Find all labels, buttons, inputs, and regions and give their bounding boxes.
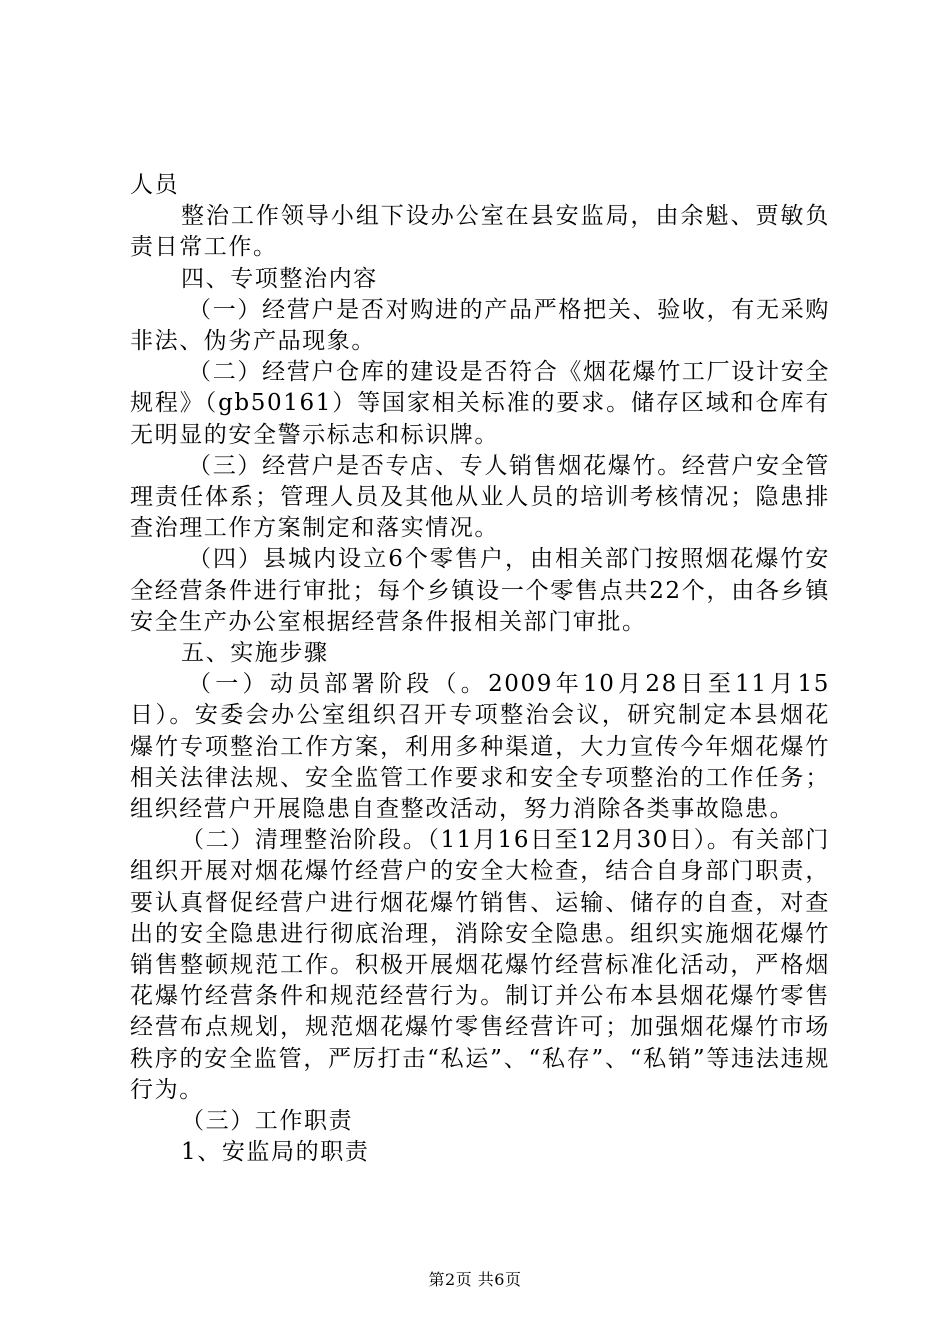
paragraph-step-1: （一）动员部署阶段（。2009年10月28日至11月15日）。安委会办公室组织召开专项整治会议，研究制定本县烟花爆竹专项整治工作方案，利用多种渠道，大力宣传今年烟花爆竹相关法律法规、安全监管工作要求和安全专项整治的工作任务；组织经营户开展隐患自查整改活动，努力消除各类事故隐患。: [130, 671, 830, 823]
section-heading-implementation-steps: 五、实施步骤: [181, 640, 329, 667]
paragraph-item-2: （二）经营户仓库的建设是否符合《烟花爆竹工厂设计安全规程》（gb50161）等国家相关标准的要求。储存区域和仓库有无明显的安全警示标志和标识牌。: [130, 359, 830, 448]
paragraph-office-setup: 整治工作领导小组下设办公室在县安监局，由余魁、贾敏负责日常工作。: [130, 203, 830, 261]
section-heading-rectification-content: 四、专项整治内容: [181, 265, 378, 292]
subheading-work-duties: （三）工作职责: [181, 1108, 354, 1135]
page-number: 第2页 共6页: [428, 1270, 522, 1289]
document-body: [130, 170, 830, 1169]
paragraph-continuation: 人员: [130, 172, 180, 198]
paragraph-item-4: （四）县城内设立6个零售户，由相关部门按照烟花爆竹安全经营条件进行审批；每个乡镇设一个零售点共22个，由各乡镇安全生产办公室根据经营条件报相关部门审批。: [130, 546, 830, 635]
paragraph-item-3: （三）经营户是否专店、专人销售烟花爆竹。经营户安全管理责任体系；管理人员及其他从业人员的培训考核情况；隐患排查治理工作方案制定和落实情况。: [130, 452, 830, 542]
paragraph-item-1: （一）经营户是否对购进的产品严格把关、验收，有无采购非法、伪劣产品现象。: [130, 296, 830, 355]
subheading-safety-bureau-duties: 1、安监局的职责: [181, 1139, 370, 1166]
paragraph-step-2: （二）清理整治阶段。（11月16日至12月30日）。有关部门组织开展对烟花爆竹经营户的安全大检查，结合自身部门职责，要认真督促经营户进行烟花爆竹销售、运输、储存的自查，对查出的安全隐患进行彻底治理，消除安全隐患。组织实施烟花爆竹销售整顿规范工作。积极开展烟花爆竹经营标准化活动，严格烟花爆竹经营条件和规范经营行为。制订并公布本县烟花爆竹零售经营布点规划，规范烟花爆竹零售经营许可；加强烟花爆竹市场秩序的安全监管，严厉打击“私运”、“私存”、“私销”等违法违规行为。: [130, 827, 830, 1103]
page-footer: [0, 1270, 950, 1290]
